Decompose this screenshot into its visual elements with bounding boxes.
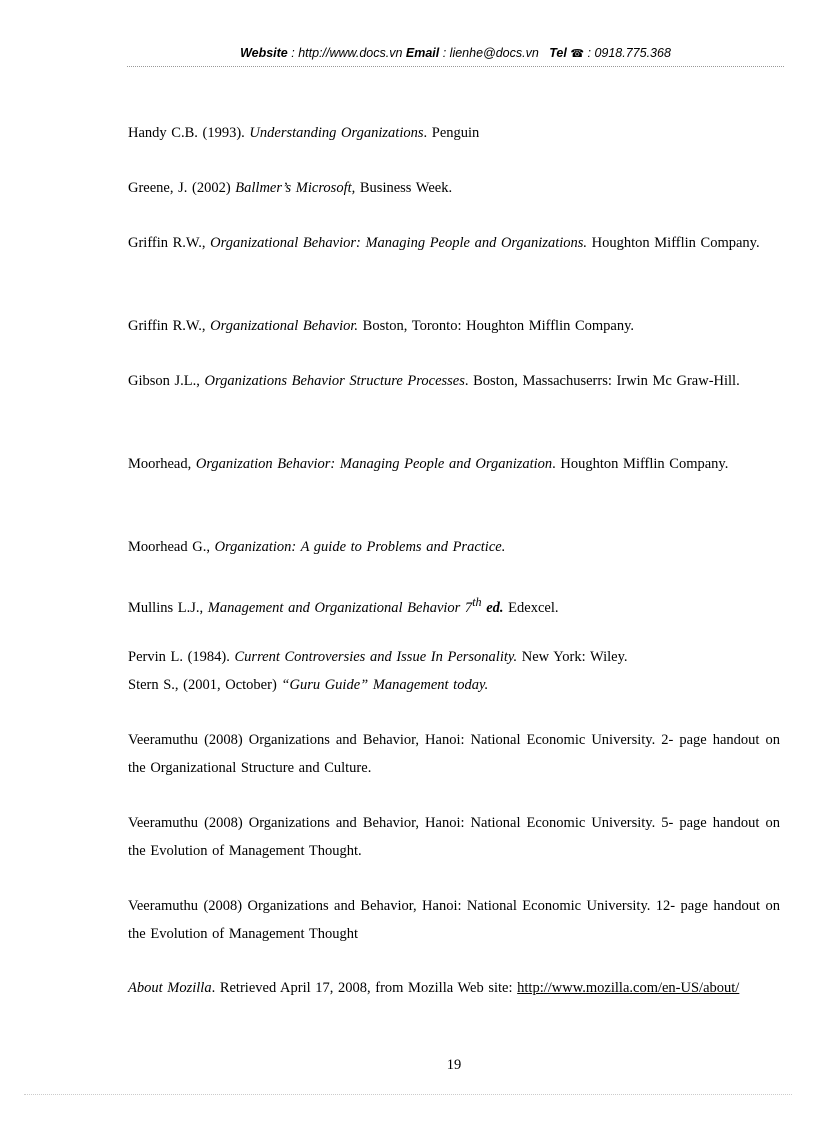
website-sep: : — [287, 46, 299, 60]
page-header — [127, 46, 784, 67]
email-sep: : — [439, 46, 450, 60]
reference-mullins: Mullins L.J., Management and Organizational Behavior 7th ed. Edexcel. — [128, 595, 559, 616]
reference-stern: Stern S., (2001, October) “Guru Guide” Management today. — [128, 677, 489, 693]
website-url[interactable]: http://www.docs.vn — [298, 46, 403, 60]
footer-divider — [24, 1094, 792, 1095]
reference-gibson: Gibson J.L., Organizations Behavior Structure Processes. Boston, Massachuserrs: Irwin Mc Graw-Hill. — [128, 373, 740, 389]
reference-veeramuthu-1: Veeramuthu (2008) Organizations and Behavior, Hanoi: National Economic University. 2- page handout on the Organizational Structure and Culture. — [128, 732, 780, 776]
reference-greene: Greene, J. (2002) Ballmer’s Microsoft, Business Week. — [128, 180, 453, 196]
reference-mozilla: About Mozilla. Retrieved April 17, 2008, from Mozilla Web site: http://www.mozilla.com/en-US/about/ — [128, 980, 740, 996]
reference-griffin-1: Griffin R.W., Organizational Behavior: Managing People and Organizations. Houghton Mifflin Company. — [128, 235, 760, 251]
phone-icon: ☎ — [570, 48, 585, 60]
reference-handy: Handy C.B. (1993). Understanding Organizations. Penguin — [128, 125, 480, 141]
reference-pervin: Pervin L. (1984). Current Controversies and Issue In Personality. New York: Wiley. — [128, 649, 628, 665]
tel-label: Tel — [549, 46, 567, 60]
email-address[interactable]: lienhe@docs.vn — [449, 46, 539, 60]
email-label: Email — [405, 46, 440, 60]
tel-number: 0918.775.368 — [594, 46, 671, 60]
reference-veeramuthu-3: Veeramuthu (2008) Organizations and Behavior, Hanoi: National Economic University. 12- page handout on the Evolution of Management Thought — [128, 898, 780, 942]
tel-sep: : — [584, 46, 595, 60]
mozilla-link[interactable]: http://www.mozilla.com/en-US/about/ — [517, 980, 740, 996]
reference-griffin-2: Griffin R.W., Organizational Behavior. Boston, Toronto: Houghton Mifflin Company. — [128, 318, 635, 334]
reference-moorhead-1: Moorhead, Organization Behavior: Managing People and Organization. Houghton Mifflin Company. — [128, 456, 729, 472]
reference-veeramuthu-2: Veeramuthu (2008) Organizations and Behavior, Hanoi: National Economic University. 5- page handout on the Evolution of Management Thought. — [128, 815, 780, 859]
website-label: Website — [240, 46, 288, 60]
reference-moorhead-2: Moorhead G., Organization: A guide to Problems and Practice. — [128, 539, 506, 555]
page-number: 19 — [446, 1057, 462, 1073]
